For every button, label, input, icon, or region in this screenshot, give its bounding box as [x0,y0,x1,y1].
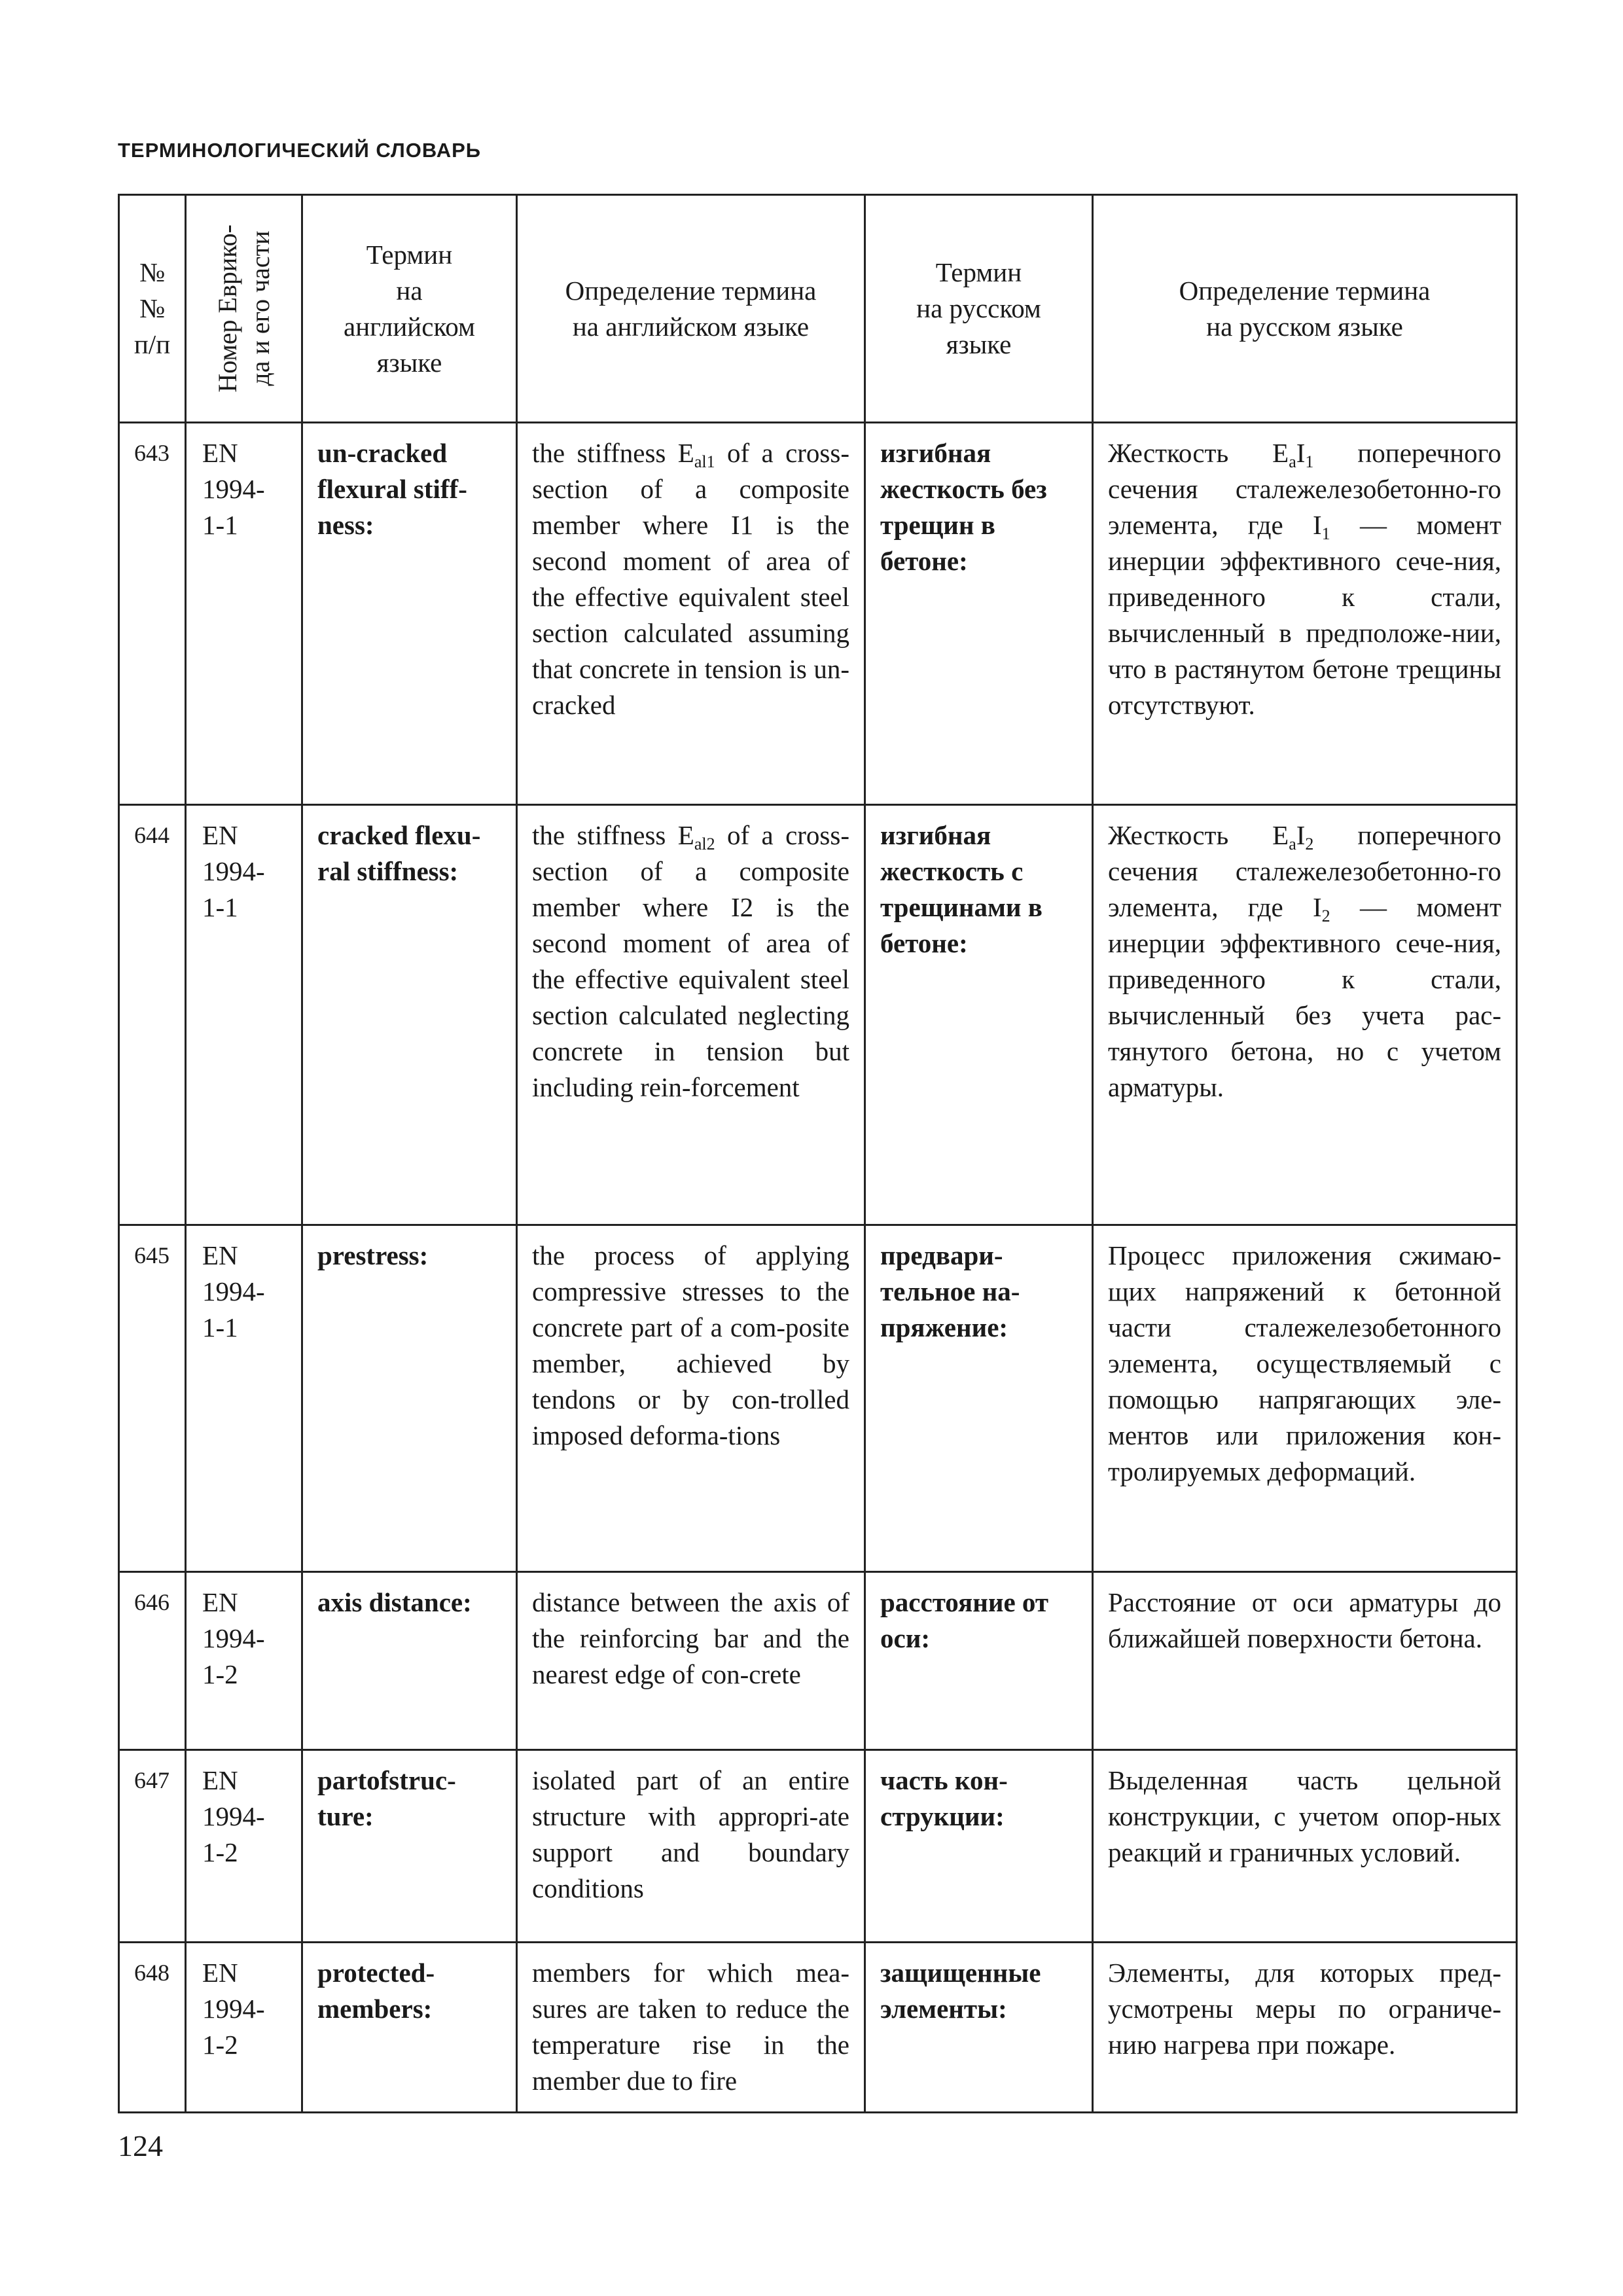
eurocode-part: EN 1994- 1-2 [186,1572,302,1750]
table-row [119,1225,1517,1572]
header-term-ru: Термин на русском языке [865,195,1093,423]
term-en: partofstruc-ture: [302,1750,517,1943]
page-number: 124 [118,2129,163,2162]
definition-ru: Выделенная часть цельной конструкции, с учетом опор-ных реакций и граничных условий. [1093,1750,1517,1943]
table-row [119,1572,1517,1750]
header-row [119,195,1517,423]
term-ru: часть кон-струкции: [865,1750,1093,1943]
definition-en: the stiffness $E_{al1}$ of a cross-section of a composite member where I1 is the second moment of area of the effective equivalent steel section calculated assuming that concrete in tension is un-cracked [517,423,865,805]
term-ru: изгибная жесткость с трещинами в бетоне: [865,805,1093,1225]
term-en: protected-members: [302,1943,517,2113]
table-row [119,423,1517,805]
entry-number: 647 [119,1750,186,1943]
entry-number: 644 [119,805,186,1225]
definition-ru: Элементы, для которых пред-усмотрены меры по ограниче-нию нагрева при пожаре. [1093,1943,1517,2113]
entry-number: 646 [119,1572,186,1750]
eurocode-part: EN 1994- 1-2 [186,1750,302,1943]
definition-ru: Процесс приложения сжимаю-щих напряжений к бетонной части сталежелезобетонного элемента, осуществляемый с помощью напрягающих эле-ментов или приложения кон-тролируемых деформаций. [1093,1225,1517,1572]
eurocode-part: EN 1994- 1-2 [186,1943,302,2113]
table-row [119,1943,1517,2113]
definition-ru: Расстояние от оси арматуры до ближайшей поверхности бетона. [1093,1572,1517,1750]
term-ru: изгибная жесткость без трещин в бетоне: [865,423,1093,805]
entry-number: 648 [119,1943,186,2113]
definition-ru: Жесткость $E_aI_1$ поперечного сечения сталежелезобетонно-го элемента, где $I_1$ — момент инерции эффективного сече-ния, приведенного к стали, вычисленный в предположе-нии, что в растянутом бетоне трещины отсутствуют. [1093,423,1517,805]
eurocode-part: EN 1994- 1-1 [186,423,302,805]
header-num: №№ п/п [119,195,186,423]
term-ru: расстояние от оси: [865,1572,1093,1750]
eurocode-part: EN 1994- 1-1 [186,1225,302,1572]
header-term-en: Термин на английском языке [302,195,517,423]
term-en: axis distance: [302,1572,517,1750]
definition-en: the process of applying compressive stresses to the concrete part of a com-posite member, achieved by tendons or by con-trolled imposed deforma-tions [517,1225,865,1572]
running-head: ТЕРМИНОЛОГИЧЕСКИЙ СЛОВАРЬ [118,139,482,162]
definition-en: distance between the axis of the reinforcing bar and the nearest edge of con-crete [517,1572,865,1750]
header-def-en: Определение термина на английском языке [517,195,865,423]
table-row [119,1750,1517,1943]
definition-ru: Жесткость $E_aI_2$ поперечного сечения сталежелезобетонно-го элемента, где $I_2$ — момент инерции эффективного сече-ния, приведенного к стали, вычисленный без учета рас-тянутого бетона, но с учетом арматуры. [1093,805,1517,1225]
term-en: cracked flexu-ral stiffness: [302,805,517,1225]
term-ru: предвари-тельное на-пряжение: [865,1225,1093,1572]
glossary-table [118,194,1518,2113]
term-ru: защищенные элементы: [865,1943,1093,2113]
header-def-ru: Определение термина на русском языке [1093,195,1517,423]
entry-number: 643 [119,423,186,805]
entry-number: 645 [119,1225,186,1572]
term-en: un-cracked flexural stiff-ness: [302,423,517,805]
definition-en: isolated part of an entire structure with appropri-ate support and boundary conditions [517,1750,865,1943]
definition-en: the stiffness $E_{al2}$ of a cross-section of a composite member where I2 is the second moment of area of the effective equivalent steel section calculated neglecting concrete in tension but including rein-forcement [517,805,865,1225]
header-code: Номер Еврико- да и его части [186,195,302,423]
definition-en: members for which mea-sures are taken to reduce the temperature rise in the member due to fire [517,1943,865,2113]
term-en: prestress: [302,1225,517,1572]
table-row [119,805,1517,1225]
eurocode-part: EN 1994- 1-1 [186,805,302,1225]
